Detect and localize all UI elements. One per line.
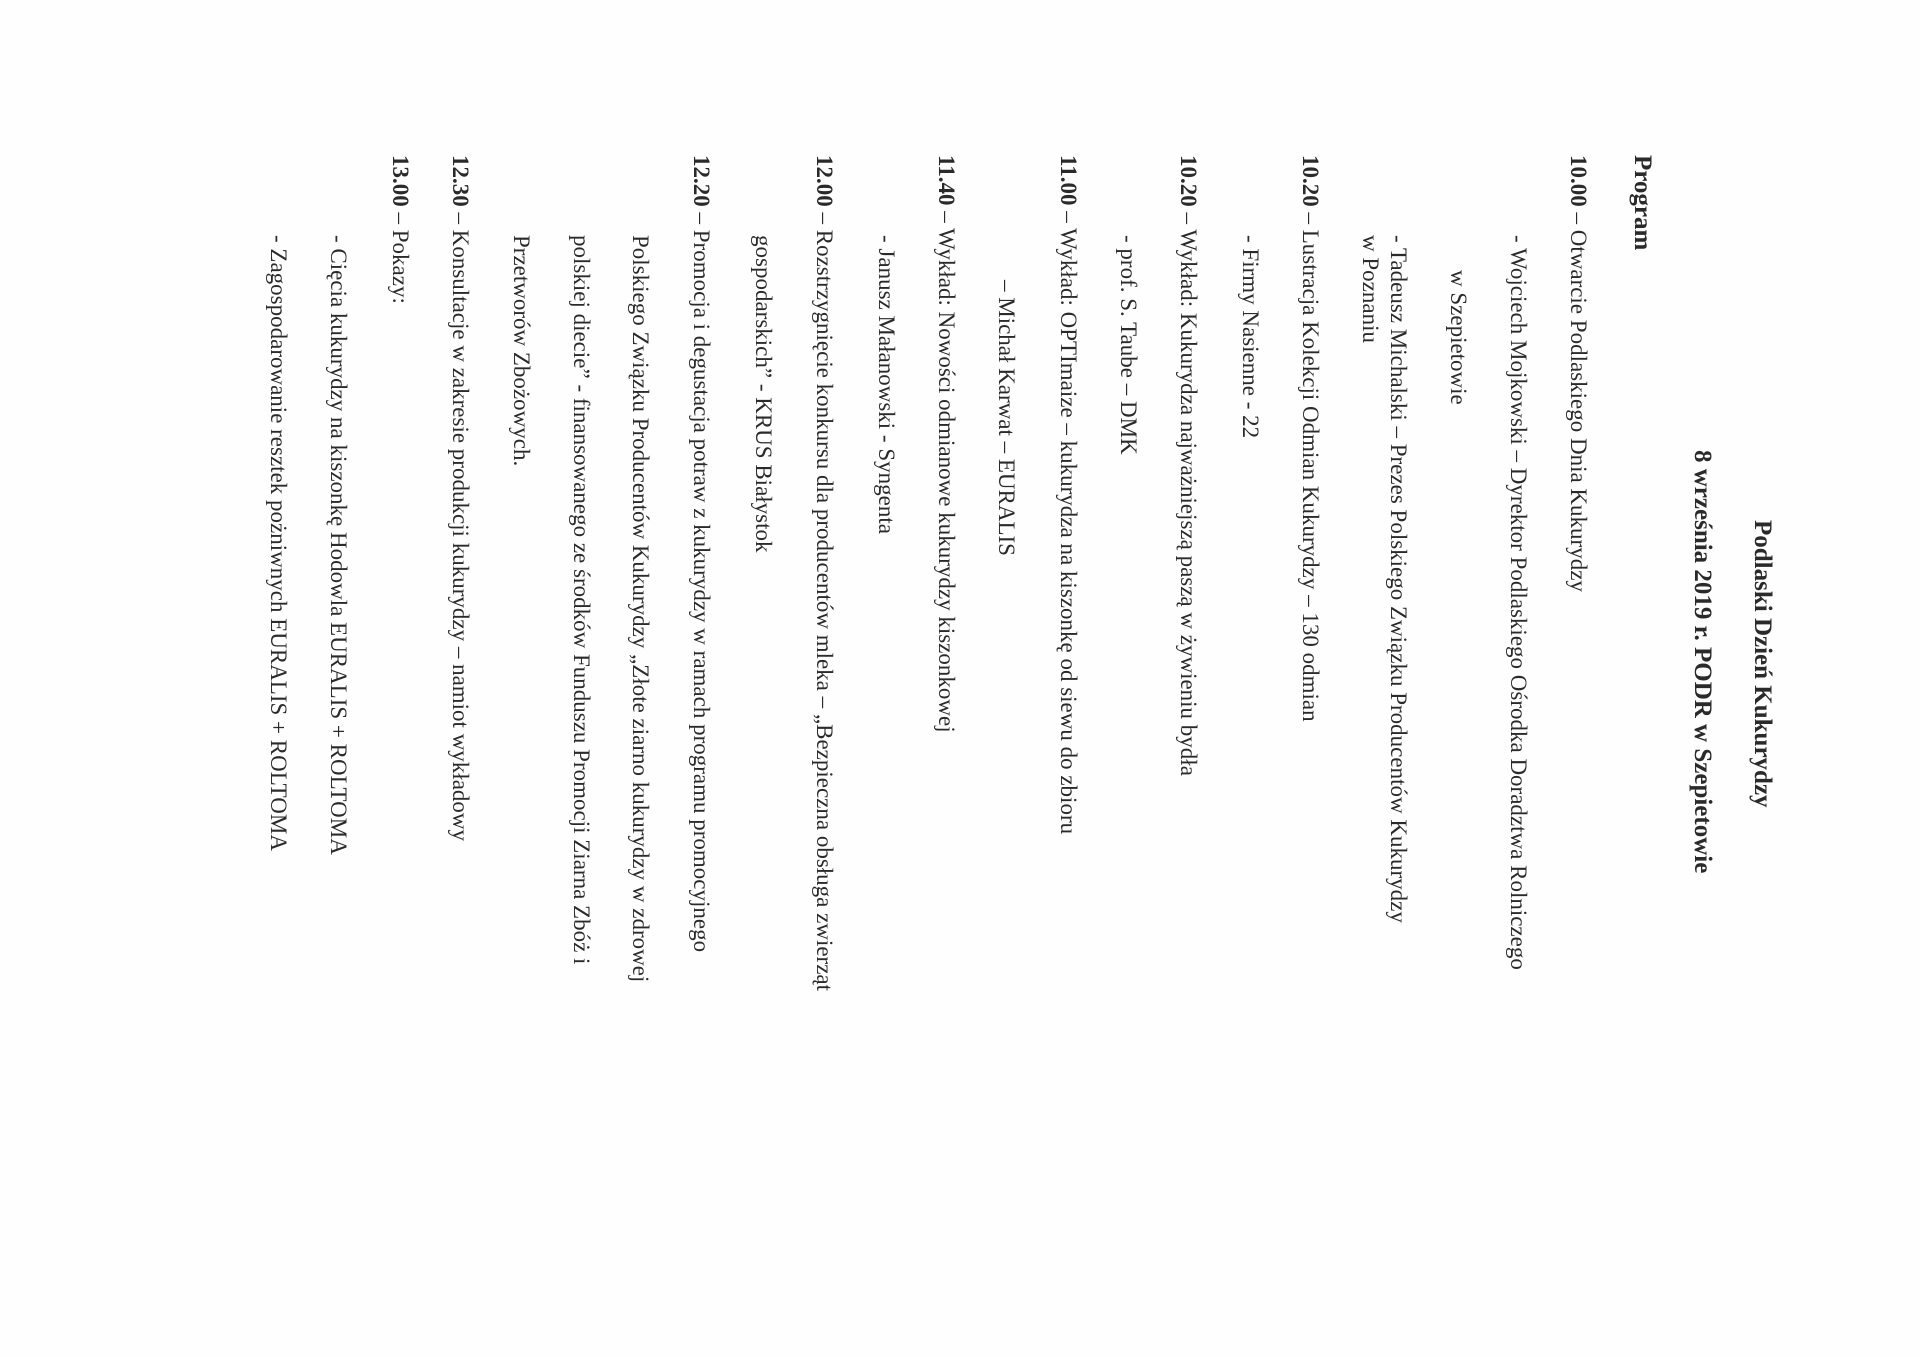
item-line: - Cięcia kukurydzy na kiszonkę Hodowla EURALIS + ROLTOMA (326, 235, 351, 855)
item-text: – Wykład: Nowości odmianowe kukurydzy kiszonkowej (934, 205, 959, 733)
program-item (935, 155, 958, 733)
time: 13.00 (388, 155, 413, 207)
program-item (1057, 155, 1080, 834)
item-line: - Firmy Nasienne - 22 (1238, 235, 1263, 439)
time: 10.00 (1566, 155, 1591, 207)
item-line: - Zagospodarowanie resztek pożniwnych EURALIS + ROLTOMA (266, 235, 291, 851)
item-text: – Lustracja Kolekcji Odmian Kukurydzy – 130 odmian (1298, 206, 1323, 722)
item-line: polskiej diecie” - finansowanego ze środków Funduszu Promocji Ziarna Zbóż i (569, 235, 594, 965)
item-text: – Pokazy: (388, 206, 413, 304)
item-line: gospodarskich” - KRUS Białystok (751, 235, 776, 553)
time: 11.40 (934, 155, 959, 206)
item-text: – Wykład: Kukurydza najważniejszą paszą w żywieniu bydła (1176, 206, 1201, 776)
program-item (449, 155, 472, 841)
item-line: - prof. S. Taube – DMK (1116, 235, 1141, 455)
program-item (1567, 155, 1590, 592)
program-item (389, 155, 412, 304)
time: 12.00 (812, 155, 837, 207)
program-item (690, 155, 713, 952)
time: 10.20 (1176, 155, 1201, 207)
item-line: Polskiego Związku Producentów Kukurydzy „Złote ziarno kukurydzy w zdrowej (628, 235, 653, 983)
item-line: - Janusz Małanowski - Syngenta (874, 235, 899, 534)
program-item (1177, 155, 1200, 776)
item-line: w Szepietowie (1446, 270, 1471, 405)
item-line: – Michał Karwat – EURALIS (994, 280, 1019, 556)
document-title: Podlaski Dzień Kukurydzy (1749, 520, 1776, 808)
time: 10.20 (1298, 155, 1323, 207)
item-line: w Poznaniu (1358, 235, 1383, 343)
item-text: – Otwarcie Podlaskiego Dnia Kukurydzy (1566, 206, 1591, 592)
program-item (813, 155, 836, 991)
item-line: Przetworów Zbożowych. (509, 235, 534, 467)
item-line: - Tadeusz Michalski – Prezes Polskiego Związku Producentów Kukurydzy (1386, 235, 1411, 923)
item-text: – Rozstrzygnięcie konkursu dla producentów mleka – „Bezpieczna obsługa zwierząt (812, 206, 837, 992)
document-subtitle: 8 września 2019 r. PODR w Szepietowie (1689, 450, 1716, 874)
item-text: – Konsultacje w zakresie produkcji kukurydzy – namiot wykładowy (448, 206, 473, 842)
time: 12.20 (689, 155, 714, 207)
time: 12.30 (448, 155, 473, 207)
item-text: – Promocja i degustacja potraw z kukurydzy w ramach programu promocyjnego (689, 206, 714, 953)
item-line: - Wojciech Mojkowski – Dyrektor Podlaskiego Ośrodka Doradztwa Rolniczego (1506, 235, 1531, 970)
program-item (1299, 155, 1322, 722)
program-heading: Program (1629, 155, 1656, 251)
item-text: – Wykład: OPTImaize – kukurydza na kiszonkę od siewu do zbioru (1056, 205, 1081, 835)
time: 11.00 (1056, 155, 1081, 206)
